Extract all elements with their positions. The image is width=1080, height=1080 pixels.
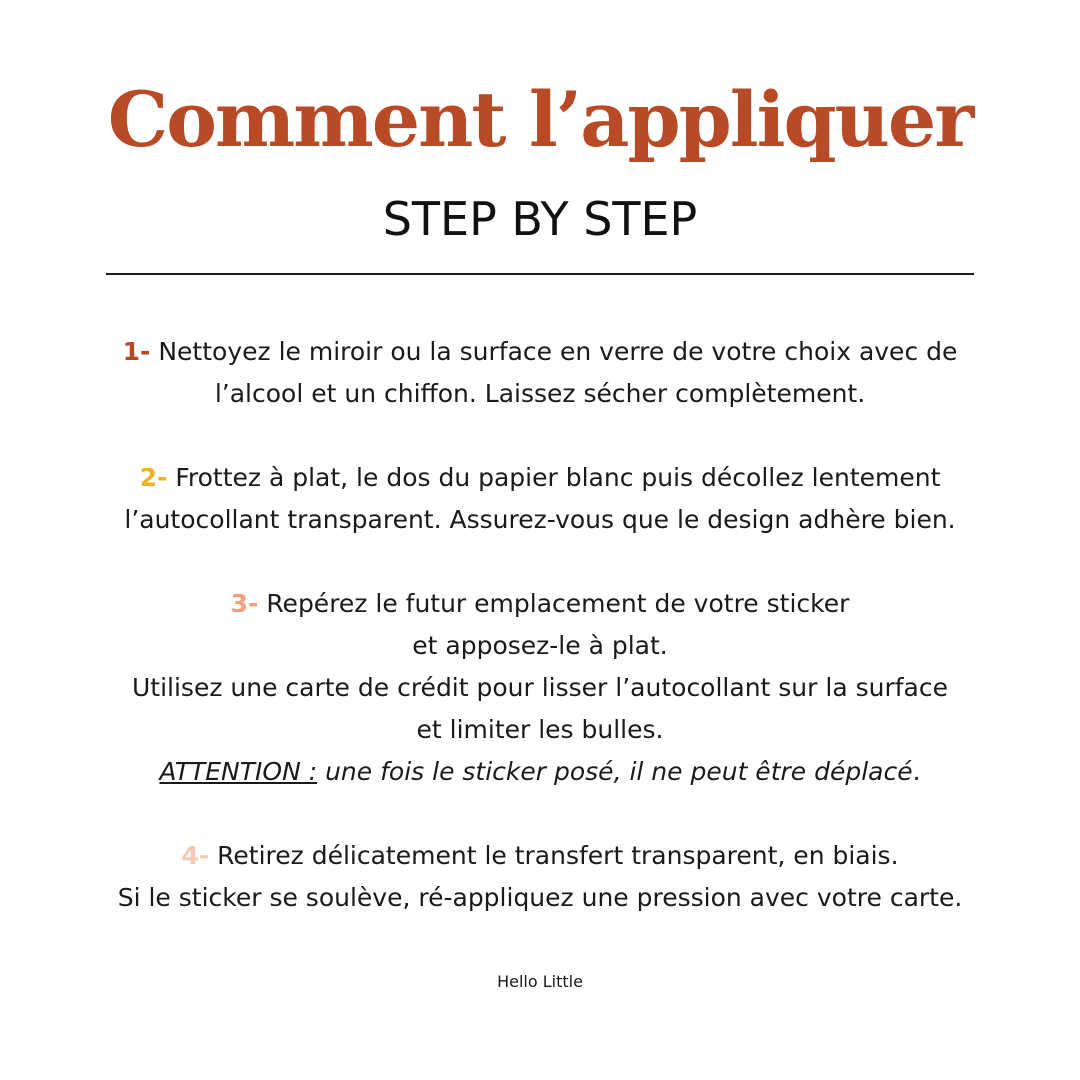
step-4-line-2: Si le sticker se soulève, ré-appliquez une pression avec votre carte. (117, 883, 963, 912)
steps-list (60, 331, 1020, 961)
step-1-text-1: Nettoyez le miroir ou la surface en verre de votre choix avec de (158, 337, 958, 366)
warning-text: une fois le sticker posé, il ne peut être déplacé (317, 757, 913, 786)
step-4-text-1: Retirez délicatement le transfert transparent, en biais. (217, 841, 899, 870)
step-4-number: 4- (181, 841, 210, 870)
divider (106, 273, 974, 275)
step-4 (60, 835, 1020, 919)
step-3-line-3: Utilisez une carte de crédit pour lisser l’autocollant sur la surface (131, 673, 948, 702)
step-3-line-2: et apposez-le à plat. (412, 631, 668, 660)
step-2-number: 2- (139, 463, 168, 492)
step-2-line-2: l’autocollant transparent. Assurez-vous que le design adhère bien. (124, 505, 956, 534)
page-title: Comment l’appliquer (107, 75, 973, 164)
step-3-number: 3- (230, 589, 259, 618)
step-3-warning (60, 751, 1020, 793)
step-3 (60, 583, 1020, 793)
step-4-line-1 (60, 835, 1020, 877)
step-3-line-4: et limiter les bulles. (416, 715, 664, 744)
step-3-text-1: Repérez le futur emplacement de votre sticker (266, 589, 850, 618)
step-1 (60, 331, 1020, 415)
step-3-line-1 (60, 583, 1020, 625)
step-1-line-2: l’alcool et un chiffon. Laissez sécher complètement. (214, 379, 866, 408)
step-1-line-1 (60, 331, 1020, 373)
page-subtitle: STEP BY STEP (382, 192, 698, 246)
footer-brand: Hello Little (497, 972, 583, 991)
step-2-text-1: Frottez à plat, le dos du papier blanc puis décollez lentement (175, 463, 941, 492)
warning-end: . (912, 757, 921, 786)
step-2 (60, 457, 1020, 541)
warning-label: ATTENTION : (159, 757, 318, 786)
step-1-number: 1- (122, 337, 151, 366)
step-2-line-1 (60, 457, 1020, 499)
